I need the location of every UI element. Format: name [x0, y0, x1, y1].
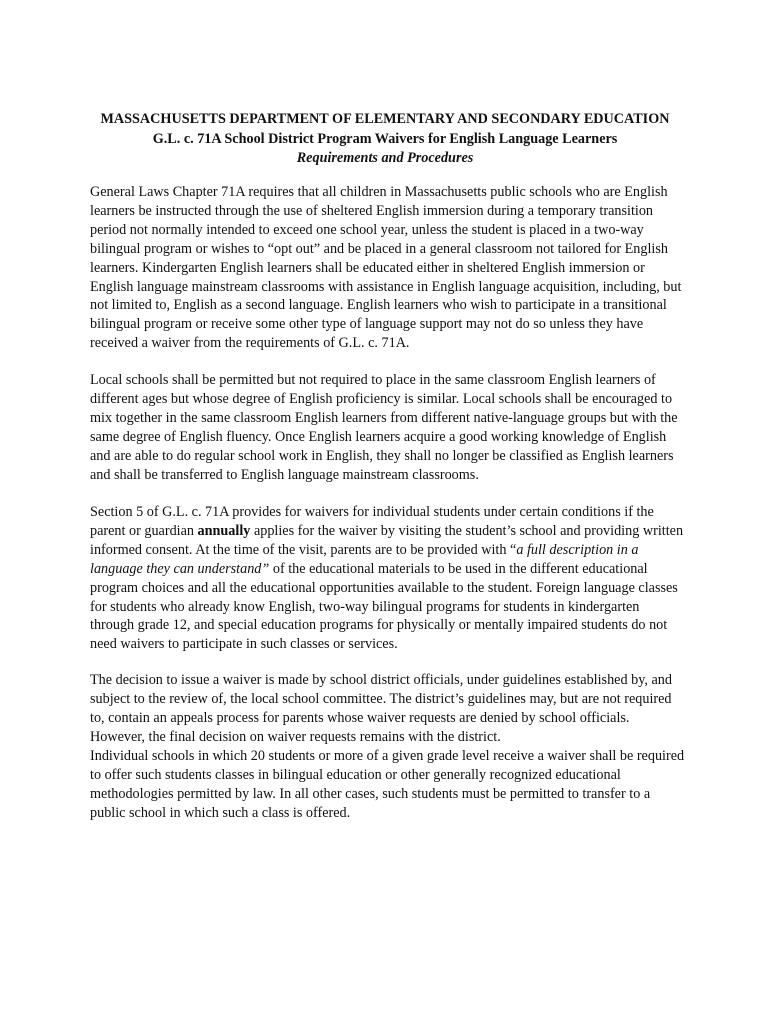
- p3-bold-annually: annually: [197, 522, 251, 539]
- p3-italic-quote: a full description in a language they can understand”: [90, 541, 639, 577]
- document-header: [0, 110, 770, 169]
- paragraph-waiver-decision: The decision to issue a waiver is made by school district officials, under guidelines established by, and subject to the review of, the local school committee. The district’s guidelines may, but are not required to, contain an appeals process for parents whose waiver requests are denied by school officials. However, the final decision on waiver requests remains with the district.: [90, 672, 672, 745]
- paragraph-classroom-placement: Local schools shall be permitted but not required to place in the same classroom English learners of different ages but whose degree of English proficiency is similar. Local schools shall be encouraged to mix together in the same classroom English learners from different native-language groups but with the same degree of English fluency. Once English learners acquire a good working knowledge of English and are able to do regular school work in English, they shall no longer be classified as English learners and shall be transferred to English language mainstream classrooms.: [90, 372, 678, 483]
- p3-text-2: applies for the waiver by visiting the student’s school and providing written informed consent. At the time of the visit, parents are to be provided with “: [90, 522, 684, 558]
- p3-text-1: Section 5 of G.L. c. 71A provides for waivers for individual students under certain conditions if the parent or guardian: [90, 504, 654, 539]
- paragraph-section-5-waivers: [90, 503, 686, 654]
- document-title: G.L. c. 71A School District Program Waivers for English Language Learners: [152, 130, 618, 147]
- paragraph-individual-schools: Individual schools in which 20 students or more of a given grade level receive a waiver shall be required to offer such students classes in bilingual education or other generally recognized educational methodologies permitted by law. In all other cases, such students must be permitted to transfer to a public school in which such a class is offered.: [90, 748, 685, 821]
- p3-text-3: of the educational materials to be used in the different educational program choices and all the educational opportunities available to the student. Foreign language classes for students who already know English, two-way bilingual programs for students in kindergarten through grade 12, and special education programs for physically or mentally impaired students do not need waivers to participate in such classes or services.: [90, 560, 678, 653]
- department-title: MASSACHUSETTS DEPARTMENT OF ELEMENTARY AND SECONDARY EDUCATION: [100, 111, 670, 127]
- document-subtitle: Requirements and Procedures: [296, 150, 474, 166]
- paragraph-intro: General Laws Chapter 71A requires that all children in Massachusetts public schools who are English learners be instructed through the use of sheltered English immersion during a temporary transition period not normally intended to exceed one school year, unless the student is placed in a two-way bilingual program or wishes to “opt out” and be placed in a general classroom not tailored for English learners. Kindergarten English learners shall be educated either in sheltered English immersion or English language mainstream classrooms with assistance in English language acquisition, including, but not limited to, English as a second language. English learners who wish to participate in a transitional bilingual program or receive some other type of language support may not do so unless they have received a waiver from the requirements of G.L. c. 71A.: [90, 184, 682, 352]
